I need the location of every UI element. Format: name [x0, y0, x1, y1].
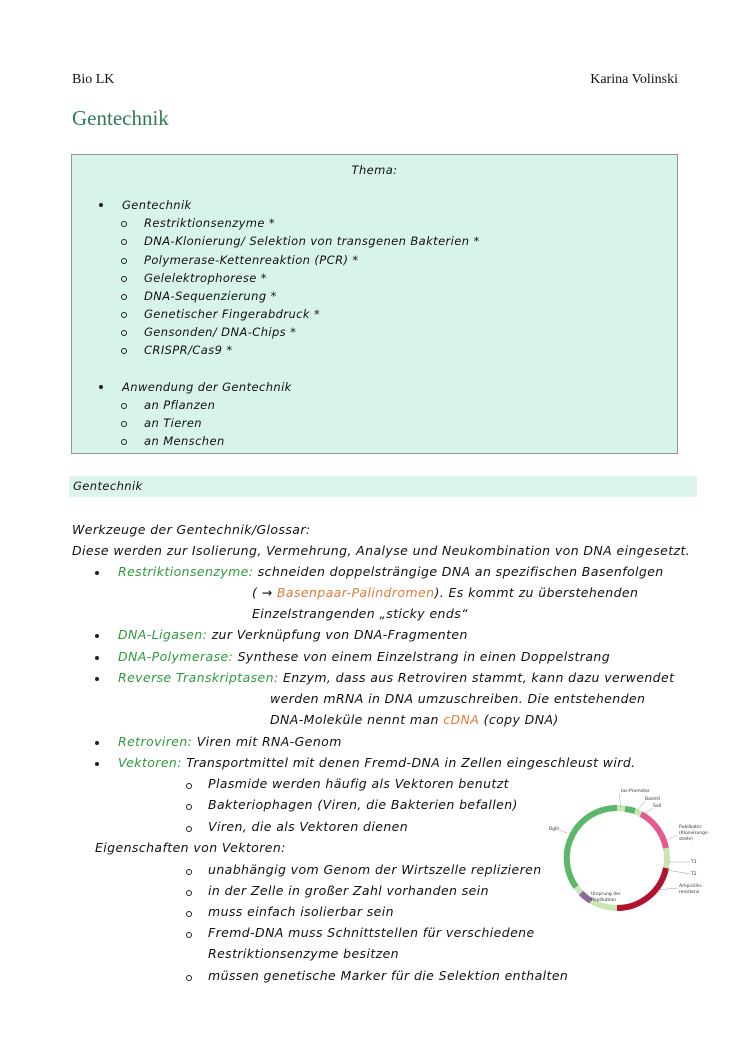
- leader-line: [667, 870, 690, 874]
- bullet-dot-icon: [95, 634, 99, 638]
- bullet-ring-icon: [121, 439, 127, 445]
- bullet-ring-icon: [186, 804, 192, 810]
- glossar-entry-reverse: [118, 670, 674, 685]
- vektoren-subitem: Bakteriophagen (Viren, die Bakterien befallen): [208, 797, 518, 812]
- bullet-ring-icon: [121, 294, 127, 300]
- term-dna-ligasen: DNA-Ligasen:: [118, 627, 208, 642]
- bullet-ring-icon: [186, 911, 192, 917]
- thema-group-heading: Anwendung der Gentechnik: [122, 380, 292, 394]
- text-fragment: ). Es kommt zu überstehenden: [434, 585, 639, 600]
- thema-item: an Pflanzen: [144, 398, 216, 412]
- term-reverse-transkriptasen: Reverse Transkriptasen:: [118, 670, 279, 685]
- bullet-dot-icon: [95, 677, 99, 681]
- label-lac-promotor: lac-Promotor: [621, 789, 650, 794]
- label-publikator: Publikator: [679, 825, 702, 830]
- thema-item: Gelelektrophorese *: [144, 271, 267, 285]
- thema-group-heading: Gentechnik: [122, 198, 192, 212]
- plasmid-arc-green: [567, 808, 617, 887]
- thema-item: Polymerase-Kettenreaktion (PCR) *: [144, 253, 359, 267]
- bullet-ring-icon: [186, 932, 192, 938]
- bullet-ring-icon: [121, 348, 127, 354]
- reverse-line-3: [270, 712, 559, 727]
- definition-reverse-transkriptasen: Enzym, dass aus Retroviren stammt, kann dazu verwendet: [282, 670, 675, 685]
- bullet-ring-icon: [121, 239, 127, 245]
- bullet-ring-icon: [186, 890, 192, 896]
- leader-line: [643, 808, 653, 815]
- label-bglii: BglII: [549, 827, 559, 832]
- bullet-ring-icon: [121, 421, 127, 427]
- glossar-heading: Werkzeuge der Gentechnik/Glossar:: [72, 522, 311, 537]
- leader-line: [637, 801, 645, 811]
- eigenschaften-item: Fremd-DNA muss Schnittstellen für verschiedene: [208, 925, 535, 940]
- bullet-dot-icon: [99, 203, 103, 207]
- bullet-ring-icon: [186, 975, 192, 981]
- bullet-ring-icon: [121, 221, 127, 227]
- bullet-ring-icon: [121, 312, 127, 318]
- label-ori-2: Replikation: [591, 898, 616, 903]
- thema-item: Gensonden/ DNA-Chips *: [144, 325, 297, 339]
- thema-label: Thema:: [351, 163, 398, 177]
- thema-item: an Tieren: [144, 416, 202, 430]
- eigenschaften-item-cont: Restriktionsenzyme besitzen: [208, 946, 399, 961]
- eigenschaften-item: unabhängig vom Genom der Wirtszelle replizieren: [208, 862, 542, 877]
- bullet-dot-icon: [99, 385, 103, 389]
- page-title: Gentechnik: [72, 106, 169, 130]
- plasmid-arc-red: [617, 868, 666, 908]
- bullet-dot-icon: [95, 656, 99, 660]
- vektoren-subitem: Plasmide werden häufig als Vektoren benutzt: [208, 776, 509, 791]
- label-publikator-3: stelle): [679, 837, 693, 842]
- reverse-line-2: werden mRNA in DNA umzuschreiben. Die entstehenden: [270, 691, 646, 706]
- thema-item: an Menschen: [144, 434, 225, 448]
- leader-line: [559, 830, 567, 833]
- definition-retroviren: Viren mit RNA-Genom: [196, 734, 342, 749]
- section-heading: Gentechnik: [73, 479, 143, 493]
- eigenschaften-item: muss einfach isolierbar sein: [208, 904, 394, 919]
- label-ori: Ursprung der: [591, 892, 621, 897]
- label-t1: T1: [691, 860, 697, 865]
- thema-item: Restriktionsenzyme *: [144, 216, 276, 230]
- thema-item: DNA-Sequenzierung *: [144, 289, 277, 303]
- eigenschaften-item: müssen genetische Marker für die Selektion enthalten: [208, 968, 569, 983]
- bullet-ring-icon: [121, 276, 127, 282]
- eigenschaften-heading: Eigenschaften von Vektoren:: [95, 840, 286, 855]
- bullet-ring-icon: [186, 826, 192, 832]
- restriktion-line-2: [252, 585, 638, 600]
- label-sali: SalI: [653, 804, 662, 809]
- eigenschaften-item: in der Zelle in großer Zahl vorhanden sein: [208, 883, 489, 898]
- vektoren-subitem: Viren, die als Vektoren dienen: [208, 819, 409, 834]
- definition-restriktionsenzyme: schneiden doppelsträngige DNA an spezifischen Basenfolgen: [257, 564, 664, 579]
- definition-dna-polymerase: Synthese von einem Einzelstrang in einen Doppelstrang: [237, 649, 611, 664]
- text-fragment: (copy DNA): [479, 712, 559, 727]
- term-vektoren: Vektoren:: [118, 755, 182, 770]
- bullet-dot-icon: [95, 741, 99, 745]
- label-t2: T2: [691, 872, 697, 877]
- header-author: Karina Volinski: [590, 72, 678, 87]
- thema-item: DNA-Klonierung/ Selektion von transgenen Bakterien *: [144, 234, 480, 248]
- glossar-intro: Diese werden zur Isolierung, Vermehrung, Analyse und Neukombination von DNA eingesetzt.: [72, 543, 691, 558]
- section-band: [69, 476, 697, 497]
- bullet-ring-icon: [186, 783, 192, 789]
- plasmid-arc-small: [625, 809, 635, 811]
- term-retroviren: Retroviren:: [118, 734, 193, 749]
- bullet-ring-icon: [121, 330, 127, 336]
- bullet-ring-icon: [121, 403, 127, 409]
- text-fragment: DNA-Moleküle nennt man: [270, 712, 444, 727]
- glossar-entry-ligasen: [118, 627, 468, 642]
- text-fragment: ( →: [252, 585, 277, 600]
- label-ampicillin-2: resistenz: [679, 890, 700, 895]
- thema-item: Genetischer Fingerabdruck *: [144, 307, 321, 321]
- label-bamhi: BamHI: [645, 797, 660, 802]
- bullet-dot-icon: [95, 762, 99, 766]
- plasmid-arc-purple: [581, 893, 591, 901]
- term-dna-polymerase: DNA-Polymerase:: [118, 649, 234, 664]
- plasmid-diagram: [545, 780, 709, 930]
- leader-line: [667, 835, 677, 840]
- thema-box: [71, 154, 678, 454]
- thema-item: CRISPR/Cas9 *: [144, 343, 233, 357]
- header-course: Bio LK: [72, 72, 115, 87]
- bullet-ring-icon: [121, 258, 127, 264]
- glossar-entry-retroviren: [118, 734, 342, 749]
- bullet-dot-icon: [95, 571, 99, 575]
- definition-dna-ligasen: zur Verknüpfung von DNA-Fragmenten: [211, 627, 468, 642]
- restriktion-line-3: Einzelstrangenden „sticky ends“: [252, 606, 469, 621]
- glossar-entry-vektoren: [118, 755, 636, 770]
- label-publikator-2: (Klonierungs-: [679, 831, 709, 836]
- definition-vektoren: Transportmittel mit denen Fremd-DNA in Zellen eingeschleust wird.: [186, 755, 636, 770]
- glossar-entry-polymerase: [118, 649, 610, 664]
- term-restriktionsenzyme: Restriktionsenzyme:: [118, 564, 254, 579]
- bullet-ring-icon: [186, 869, 192, 875]
- plasmid-arc-pink: [641, 814, 666, 848]
- label-ampicillin: Ampicillin-: [679, 884, 703, 889]
- glossar-entry-restriktion: [118, 564, 664, 579]
- link-basenpaar-palindromen[interactable]: Basenpaar-Palindromen: [276, 585, 435, 600]
- link-cdna[interactable]: cDNA: [443, 712, 480, 727]
